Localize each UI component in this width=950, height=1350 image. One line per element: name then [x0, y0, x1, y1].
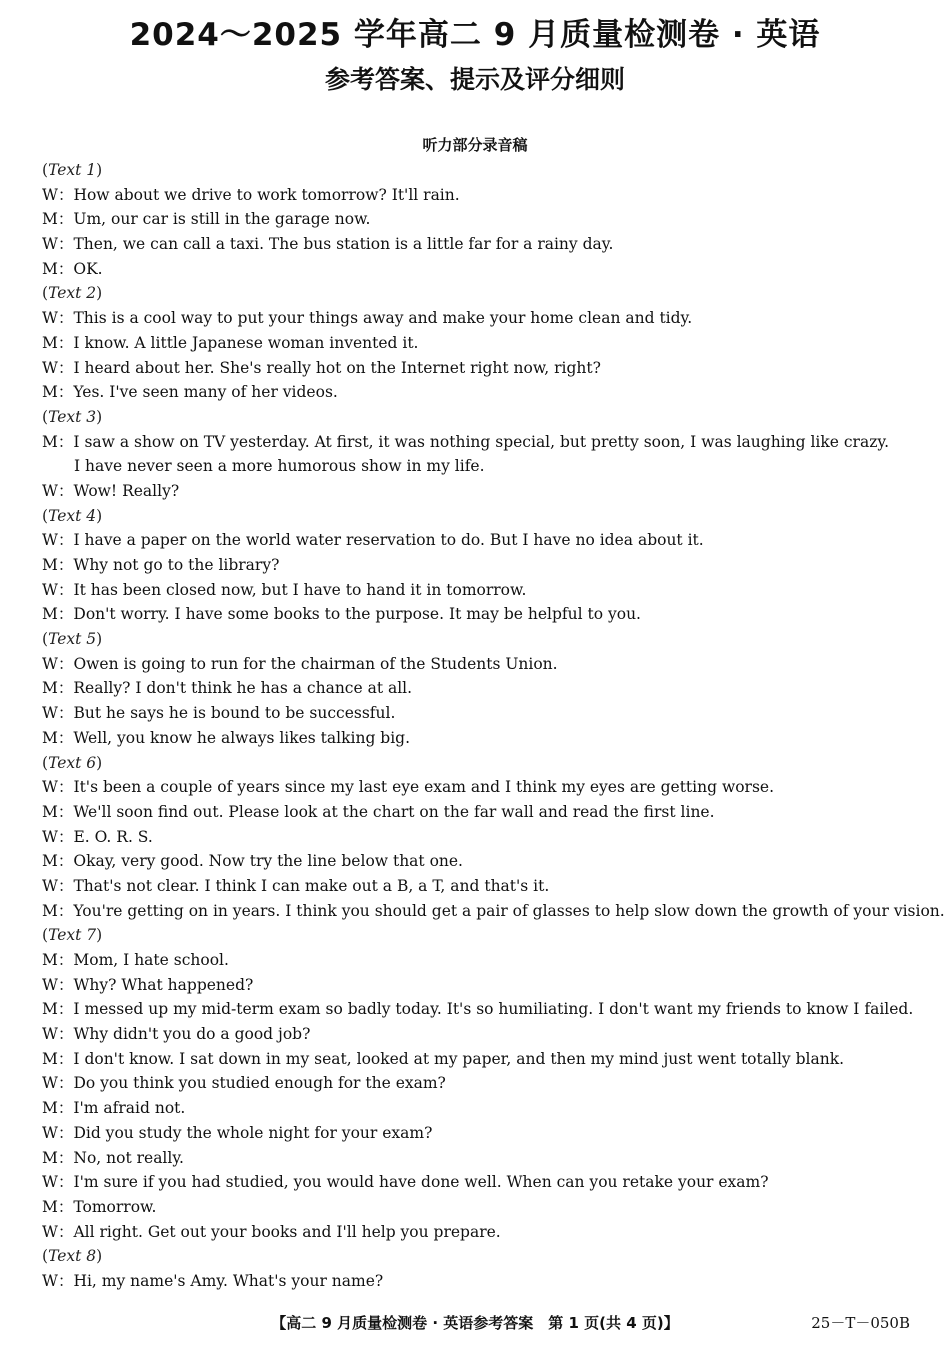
- footer-page-info: 【高二 9 月质量检测卷 · 英语参考答案 第 1 页(共 4 页)】: [271, 1314, 679, 1332]
- speaker-label: W: [42, 1271, 58, 1290]
- text-section-label-text: Text 1: [48, 161, 97, 179]
- speaker-label: W: [42, 1123, 58, 1142]
- speaker-label: M: [42, 1099, 58, 1118]
- dialogue-text: Why didn't you do a good job?: [73, 1025, 311, 1044]
- dialogue-line: W：Did you study the whole night for your exam?: [42, 1121, 922, 1146]
- dialogue-line: W：Then, we can call a taxi. The bus station is a little far for a rainy day.: [42, 232, 922, 257]
- dialogue-line: M：We'll soon find out. Please look at the chart on the far wall and read the first line.: [42, 800, 922, 825]
- dialogue-text: I don't know. I sat down in my seat, looked at my paper, and then my mind just went totally blank.: [73, 1049, 845, 1068]
- text-section-label-text: Text 4: [48, 506, 97, 525]
- dialogue-line: M：Mom, I hate school.: [42, 948, 922, 973]
- dialogue-line: M：You're getting on in years. I think you should get a pair of glasses to help slow down the growth of your vision.: [42, 899, 922, 924]
- dialogue-line: W：But he says he is bound to be successful.: [42, 701, 922, 726]
- speaker-label: W: [42, 185, 58, 204]
- page-footer: [0, 1311, 950, 1335]
- listening-transcript: [42, 158, 945, 1294]
- dialogue-text-continuation: I have never seen a more humorous show in my life.: [74, 457, 485, 476]
- text-section-label: (Text 4): [42, 506, 103, 525]
- speaker-label: W: [42, 1222, 58, 1241]
- dialogue-line: W：Why? What happened?: [42, 973, 922, 998]
- dialogue-text: E. O. R. S.: [73, 827, 153, 846]
- text-section-label: (Text 8): [42, 1247, 103, 1266]
- dialogue-line: M：Yes. I've seen many of her videos.: [42, 380, 922, 405]
- speaker-label: M: [42, 1197, 58, 1216]
- page-title: 2024～2025 学年高二 9 月质量检测卷 · 英语: [129, 17, 821, 53]
- dialogue-text: I have a paper on the world water reservation to do. But I have no idea about it.: [73, 531, 704, 550]
- text-section-label: (Text 2): [42, 284, 103, 303]
- speaker-label: M: [42, 679, 58, 698]
- speaker-label: M: [42, 951, 58, 970]
- speaker-label: M: [42, 852, 58, 871]
- dialogue-line: M：I messed up my mid-term exam so badly today. It's so humiliating. I don't want my friends to know I failed.: [42, 997, 922, 1022]
- speaker-label: W: [42, 531, 58, 550]
- speaker-label: W: [42, 580, 58, 599]
- dialogue-line: W：I'm sure if you had studied, you would have done well. When can you retake your exam?: [42, 1170, 922, 1195]
- dialogue-text: Really? I don't think he has a chance at all.: [73, 679, 413, 698]
- dialogue-line: W：All right. Get out your books and I'll help you prepare.: [42, 1220, 922, 1245]
- dialogue-line: M：Why not go to the library?: [42, 553, 922, 578]
- dialogue-text: This is a cool way to put your things away and make your home clean and tidy.: [73, 309, 693, 328]
- speaker-label: W: [42, 876, 58, 895]
- dialogue-text: I know. A little Japanese woman invented it.: [73, 333, 419, 352]
- dialogue-line: M：I don't know. I sat down in my seat, looked at my paper, and then my mind just went totally blank.: [42, 1047, 922, 1072]
- speaker-label: M: [42, 605, 58, 624]
- dialogue-text: Um, our car is still in the garage now.: [73, 210, 371, 229]
- speaker-label: M: [42, 259, 58, 278]
- dialogue-line: W：It's been a couple of years since my last eye exam and I think my eyes are getting worse.: [42, 775, 922, 800]
- dialogue-line: W：How about we drive to work tomorrow? It'll rain.: [42, 183, 922, 208]
- speaker-label: W: [42, 654, 58, 673]
- dialogue-text: Do you think you studied enough for the exam?: [73, 1074, 446, 1093]
- speaker-label: M: [42, 333, 58, 352]
- dialogue-text: Wow! Really?: [73, 481, 180, 500]
- speaker-label: W: [42, 778, 58, 797]
- dialogue-line: W：I have a paper on the world water reservation to do. But I have no idea about it.: [42, 528, 922, 553]
- dialogue-line: W：E. O. R. S.: [42, 825, 922, 850]
- dialogue-text: OK.: [73, 259, 103, 278]
- dialogue-text: Okay, very good. Now try the line below that one.: [73, 852, 463, 871]
- speaker-label: M: [42, 1049, 58, 1068]
- page-subtitle: 参考答案、提示及评分细则: [324, 65, 625, 94]
- dialogue-text: Don't worry. I have some books to the purpose. It may be helpful to you.: [73, 605, 641, 624]
- speaker-label: W: [42, 309, 58, 328]
- dialogue-line: W：I heard about her. She's really hot on the Internet right now, right?: [42, 356, 922, 381]
- dialogue-text: I messed up my mid-term exam so badly today. It's so humiliating. I don't want my friends to know I failed.: [73, 1000, 914, 1019]
- dialogue-text: Hi, my name's Amy. What's your name?: [73, 1271, 384, 1290]
- text-section-label: (Text 1): [42, 161, 103, 179]
- dialogue-line: M：Tomorrow.: [42, 1195, 922, 1220]
- speaker-label: W: [42, 1074, 58, 1093]
- dialogue-line: M：Don't worry. I have some books to the purpose. It may be helpful to you.: [42, 602, 922, 627]
- dialogue-line: M：Well, you know he always likes talking big.: [42, 726, 922, 751]
- text-section-label-text: Text 5: [48, 630, 97, 649]
- dialogue-text: It's been a couple of years since my last eye exam and I think my eyes are getting worse.: [73, 778, 775, 797]
- text-section-label: (Text 5): [42, 630, 103, 649]
- dialogue-line: M：I saw a show on TV yesterday. At first, it was nothing special, but pretty soon, I was laughing like crazy. I have never seen a more humorous show in my life.: [42, 430, 922, 479]
- dialogue-text: Why not go to the library?: [73, 556, 280, 575]
- speaker-label: M: [42, 802, 58, 821]
- speaker-label: W: [42, 1173, 58, 1192]
- dialogue-text: Why? What happened?: [73, 975, 254, 994]
- speaker-label: M: [42, 1148, 58, 1167]
- speaker-label: M: [42, 556, 58, 575]
- dialogue-line: M：Okay, very good. Now try the line below that one.: [42, 849, 922, 874]
- dialogue-line: M：Um, our car is still in the garage now.: [42, 207, 922, 232]
- speaker-label: M: [42, 901, 58, 920]
- dialogue-line: M：I know. A little Japanese woman invented it.: [42, 331, 922, 356]
- dialogue-line: W：Hi, my name's Amy. What's your name?: [42, 1269, 922, 1294]
- text-section-label-text: Text 7: [48, 926, 97, 945]
- speaker-label: W: [42, 235, 58, 254]
- dialogue-text: Then, we can call a taxi. The bus station is a little far for a rainy day.: [73, 235, 614, 254]
- dialogue-line: W：Why didn't you do a good job?: [42, 1022, 922, 1047]
- dialogue-text: No, not really.: [73, 1148, 184, 1167]
- dialogue-text: Owen is going to run for the chairman of the Students Union.: [73, 654, 558, 673]
- text-section-label: (Text 6): [42, 753, 103, 772]
- dialogue-line: W：It has been closed now, but I have to hand it in tomorrow.: [42, 578, 922, 603]
- dialogue-text: Mom, I hate school.: [73, 951, 229, 970]
- dialogue-text: All right. Get out your books and I'll help you prepare.: [73, 1222, 501, 1241]
- speaker-label: M: [42, 728, 58, 747]
- dialogue-text: How about we drive to work tomorrow? It'll rain.: [73, 185, 460, 204]
- speaker-label: W: [42, 704, 58, 723]
- dialogue-text: It has been closed now, but I have to hand it in tomorrow.: [73, 580, 527, 599]
- speaker-label: W: [42, 1025, 58, 1044]
- text-section-label-text: Text 6: [48, 753, 97, 772]
- speaker-label: M: [42, 210, 58, 229]
- dialogue-line: M：No, not really.: [42, 1146, 922, 1171]
- dialogue-text: I'm afraid not.: [73, 1099, 186, 1118]
- dialogue-line: W：Do you think you studied enough for the exam?: [42, 1071, 922, 1096]
- dialogue-line: M：I'm afraid not.: [42, 1096, 922, 1121]
- dialogue-text: That's not clear. I think I can make out a B, a T, and that's it.: [73, 876, 550, 895]
- speaker-label: M: [42, 383, 58, 402]
- speaker-label: M: [42, 1000, 58, 1019]
- dialogue-text: You're getting on in years. I think you should get a pair of glasses to help slow down the growth of your vision.: [73, 901, 945, 920]
- dialogue-line: W：This is a cool way to put your things away and make your home clean and tidy.: [42, 306, 922, 331]
- dialogue-text: Yes. I've seen many of her videos.: [73, 383, 338, 402]
- text-section-label-text: Text 8: [48, 1247, 97, 1266]
- dialogue-text: We'll soon find out. Please look at the chart on the far wall and read the first line.: [73, 802, 715, 821]
- dialogue-text: But he says he is bound to be successful.: [73, 704, 396, 723]
- speaker-label: M: [42, 432, 58, 451]
- dialogue-text: I'm sure if you had studied, you would have done well. When can you retake your exam?: [73, 1173, 769, 1192]
- dialogue-line: M：OK.: [42, 257, 922, 282]
- dialogue-line: W：Owen is going to run for the chairman of the Students Union.: [42, 652, 922, 677]
- speaker-label: W: [42, 975, 58, 994]
- dialogue-text: I saw a show on TV yesterday. At first, it was nothing special, but pretty soon, I was laughing like crazy.: [73, 432, 889, 451]
- dialogue-line: W：Wow! Really?: [42, 479, 922, 504]
- footer-code: 25－T－050B: [811, 1314, 910, 1332]
- speaker-label: W: [42, 827, 58, 846]
- text-section-label-text: Text 3: [48, 407, 97, 426]
- dialogue-text: Tomorrow.: [73, 1197, 157, 1216]
- dialogue-text: Well, you know he always likes talking big.: [73, 728, 411, 747]
- text-section-label-text: Text 2: [48, 284, 97, 303]
- speaker-label: W: [42, 481, 58, 500]
- dialogue-text: I heard about her. She's really hot on the Internet right now, right?: [73, 358, 601, 377]
- dialogue-line: M：Really? I don't think he has a chance at all.: [42, 676, 922, 701]
- section-heading: 听力部分录音稿: [422, 136, 528, 154]
- dialogue-line: W：That's not clear. I think I can make out a B, a T, and that's it.: [42, 874, 922, 899]
- text-section-label: (Text 7): [42, 926, 103, 945]
- speaker-label: W: [42, 358, 58, 377]
- dialogue-text: Did you study the whole night for your exam?: [73, 1123, 433, 1142]
- text-section-label: (Text 3): [42, 407, 103, 426]
